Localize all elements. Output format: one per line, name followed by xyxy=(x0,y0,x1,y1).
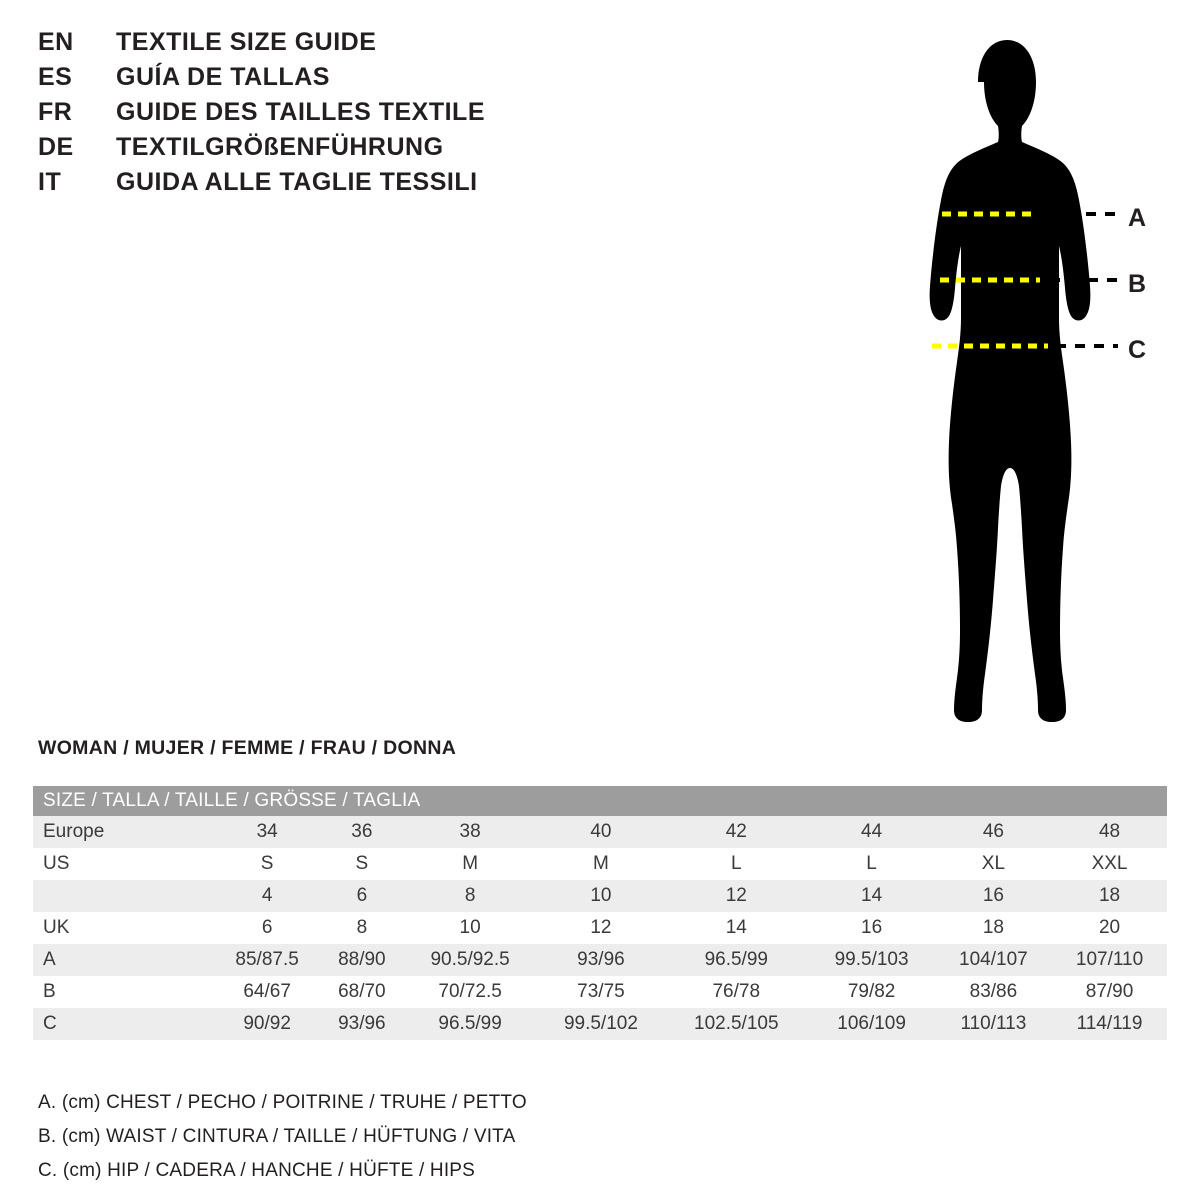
table-cell: 70/72.5 xyxy=(402,976,537,1008)
table-header-row xyxy=(33,786,1167,816)
table-cell: 93/96 xyxy=(538,944,664,976)
table-cell: 18 xyxy=(1052,880,1167,912)
table-cell: 6 xyxy=(321,880,402,912)
table-cell: 114/119 xyxy=(1052,1008,1167,1040)
silhouette-svg xyxy=(860,18,1190,738)
table-cell: 88/90 xyxy=(321,944,402,976)
table-cell: 44 xyxy=(808,816,934,848)
table-cell: 73/75 xyxy=(538,976,664,1008)
table-cell: 16 xyxy=(808,912,934,944)
female-silhouette-figure xyxy=(860,18,1190,738)
table-cell: 87/90 xyxy=(1052,976,1167,1008)
table-cell: M xyxy=(538,848,664,880)
table-cell: 14 xyxy=(808,880,934,912)
table-cell: 99.5/102 xyxy=(538,1008,664,1040)
title-lang-code: ES xyxy=(38,63,73,91)
measure-label-a: A xyxy=(1128,204,1147,232)
table-cell: 99.5/103 xyxy=(808,944,934,976)
table-cell: 14 xyxy=(664,912,808,944)
row-label xyxy=(33,880,213,912)
measurement-notes xyxy=(38,1092,527,1194)
table-cell: 102.5/105 xyxy=(664,1008,808,1040)
title-block xyxy=(38,28,638,203)
title-text: TEXTILE SIZE GUIDE xyxy=(116,28,377,56)
table-cell: 76/78 xyxy=(664,976,808,1008)
row-label: US xyxy=(33,848,213,880)
table-row xyxy=(33,1008,1167,1040)
title-row xyxy=(38,133,638,162)
table-cell: S xyxy=(213,848,321,880)
table-cell: 68/70 xyxy=(321,976,402,1008)
table-cell: L xyxy=(664,848,808,880)
table-cell: XL xyxy=(935,848,1052,880)
table-row xyxy=(33,976,1167,1008)
title-row xyxy=(38,63,638,92)
table-cell: 6 xyxy=(213,912,321,944)
table-cell: 48 xyxy=(1052,816,1167,848)
measure-label-c: C xyxy=(1128,336,1147,364)
title-text: TEXTILGRÖßENFÜHRUNG xyxy=(116,133,444,161)
row-label: Europe xyxy=(33,816,213,848)
table-row xyxy=(33,880,1167,912)
title-text: GUIDA ALLE TAGLIE TESSILI xyxy=(116,168,478,196)
table-cell: 36 xyxy=(321,816,402,848)
table-cell: 90.5/92.5 xyxy=(402,944,537,976)
female-body-silhouette xyxy=(930,40,1091,722)
table-cell: 93/96 xyxy=(321,1008,402,1040)
table-row xyxy=(33,816,1167,848)
table-cell: 110/113 xyxy=(935,1008,1052,1040)
table-cell: 40 xyxy=(538,816,664,848)
table-cell: 12 xyxy=(538,912,664,944)
table-cell: 96.5/99 xyxy=(402,1008,537,1040)
row-label: B xyxy=(33,976,213,1008)
table-cell: 18 xyxy=(935,912,1052,944)
table-cell: 42 xyxy=(664,816,808,848)
table-cell: 85/87.5 xyxy=(213,944,321,976)
table-header-label: SIZE / TALLA / TAILLE / GRÖSSE / TAGLIA xyxy=(33,786,1167,816)
row-label: UK xyxy=(33,912,213,944)
table-cell: XXL xyxy=(1052,848,1167,880)
table-cell: 10 xyxy=(402,912,537,944)
table-cell: 96.5/99 xyxy=(664,944,808,976)
size-table xyxy=(33,786,1167,1040)
section-heading-woman: WOMAN / MUJER / FEMME / FRAU / DONNA xyxy=(38,737,457,759)
table-cell: 8 xyxy=(321,912,402,944)
note-hip: C. (cm) HIP / CADERA / HANCHE / HÜFTE / HIPS xyxy=(38,1160,476,1181)
table-cell: S xyxy=(321,848,402,880)
row-label: C xyxy=(33,1008,213,1040)
title-text: GUIDE DES TAILLES TEXTILE xyxy=(116,98,486,126)
title-text: GUÍA DE TALLAS xyxy=(116,63,330,91)
table-cell: 46 xyxy=(935,816,1052,848)
table-cell: 90/92 xyxy=(213,1008,321,1040)
table-cell: 64/67 xyxy=(213,976,321,1008)
note-chest: A. (cm) CHEST / PECHO / POITRINE / TRUHE / PETTO xyxy=(38,1092,527,1113)
table-cell: 34 xyxy=(213,816,321,848)
table-cell: 4 xyxy=(213,880,321,912)
note-waist: B. (cm) WAIST / CINTURA / TAILLE / HÜFTUNG / VITA xyxy=(38,1126,516,1147)
table-cell: 104/107 xyxy=(935,944,1052,976)
table-cell: 38 xyxy=(402,816,537,848)
title-row xyxy=(38,28,638,57)
title-row xyxy=(38,168,638,197)
table-cell: 107/110 xyxy=(1052,944,1167,976)
title-lang-code: IT xyxy=(38,168,62,196)
table-row xyxy=(33,848,1167,880)
table-row xyxy=(33,912,1167,944)
table-cell: 8 xyxy=(402,880,537,912)
row-label: A xyxy=(33,944,213,976)
table-row xyxy=(33,944,1167,976)
table-cell: 83/86 xyxy=(935,976,1052,1008)
table-cell: M xyxy=(402,848,537,880)
table-cell: 79/82 xyxy=(808,976,934,1008)
table-cell: 10 xyxy=(538,880,664,912)
measure-label-b: B xyxy=(1128,270,1147,298)
title-lang-code: DE xyxy=(38,133,74,161)
title-lang-code: EN xyxy=(38,28,74,56)
table-cell: 20 xyxy=(1052,912,1167,944)
title-lang-code: FR xyxy=(38,98,73,126)
table-cell: 106/109 xyxy=(808,1008,934,1040)
table-cell: 16 xyxy=(935,880,1052,912)
table-cell: 12 xyxy=(664,880,808,912)
title-row xyxy=(38,98,638,127)
table-cell: L xyxy=(808,848,934,880)
